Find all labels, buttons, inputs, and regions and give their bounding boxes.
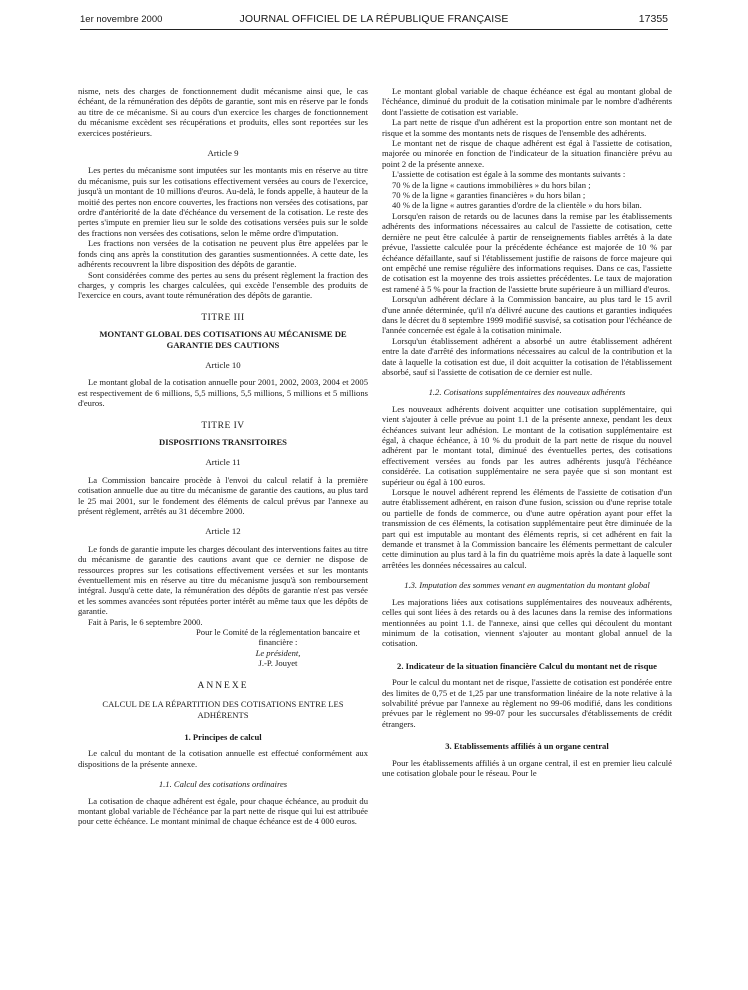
section-heading: 1. Principes de calcul: [184, 731, 262, 742]
signature-title: Le président,: [255, 647, 301, 658]
annexe-title: CALCUL DE LA RÉPARTITION DES COTISATIONS ENTRE LES ADHÉRENTS: [102, 699, 344, 720]
header-journal-title: JOURNAL OFFICIEL DE LA RÉPUBLIQUE FRANÇAISE: [239, 13, 509, 25]
paragraph: Sont considérées comme des pertes au sens du présent règlement la fraction des charges, y compris les charges calculées, qui excède l'ensemble des produits de l'exercice en cours, avant toute rémunération des dépôts de garantie.: [78, 269, 368, 301]
paragraph: Les majorations liées aux cotisations supplémentaires des nouveaux adhérents, celles qui sont liées à des retards ou à des lacunes dans la remise des informations mentionnées au point 1.1. de l'annexe, ainsi que celles qui découlent du montant minimum de la cotisation, viennent s'ajouter au montant global annuel de la cotisation.: [382, 596, 672, 649]
paragraph: Pour le calcul du montant net de risque, l'assiette de cotisation est pondérée entre des limites de 0,75 et de 1,25 par une transformation linéaire de la note relative à la solvabilité prévue par l'annexe au règlement no 99-06 modifié, dans les conditions prévues par le règlement no 99-07 pour les succursales d'établissements de crédit étrangers.: [382, 677, 672, 729]
signature-block: Pour le Comité de la réglementation bancaire et financière :: [196, 627, 360, 648]
paragraph: Lorsqu'en raison de retards ou de lacunes dans la remise par les établissements adhérents des informations nécessaires au calcul de l'assiette de cotisation, cette dernière ne peut être calculée à partir de renseignements fiables arrêtés à la date prévue, l'assiette calculée pour la précédente échéance est majorée de 10 % par échéance défaillante, sauf si l'établissement justifie de raisons de force majeure qui ont empêché une remise régulière des informations requises. Dans ce cas, l'assiette de cotisation est la moyenne des trois assiettes précédentes. Le taux de majoration est ramené à 5 % pour la fraction de l'assiette brute supérieure à un milliard d'euros.: [382, 210, 672, 294]
article-heading: Article 10: [205, 359, 241, 370]
section-heading: 2. Indicateur de la situation financière Calcul du montant net de risque: [397, 660, 657, 671]
paragraph: Le fonds de garantie impute les charges découlant des interventions faites au titre du mécanisme de garantie des cautions avant que ce dernier ne dispose de ressources propres sur les cotisations effectivement versées et sur les montants éventuellement mis en réserve au titre du mécanisme jusqu'à son remboursement intégral. Jusqu'à cette date, la rémunération des dépôts de garantie n'est pas versée et les sommes avancées sont réputées porter intérêt au même taux que les dépôts de garantie.: [78, 543, 368, 617]
paragraph: nisme, nets des charges de fonctionnement dudit mécanisme ainsi que, le cas échéant, de la rémunération des dépôts de garantie, sont mis en réserve par le fonds au titre de ce mécanisme. Si au cours d'un exercice les charges de fonctionnement du mécanisme excèdent ses récupérations et produits, elles sont reportées sur les exercices postérieurs.: [78, 86, 368, 138]
paragraph: Lorsqu'un adhérent déclare à la Commission bancaire, au plus tard le 15 avril d'une année déterminée, qu'il n'a délivré aucune des cautions et garanties indiquées dans le décret du 8 septembre 1999 modifié susvisé, sa cotisation pour l'échéance de l'année concernée est égale à la cotisation minimale.: [382, 294, 672, 336]
article-heading: Article 9: [207, 148, 239, 159]
header-date: 1er novembre 2000: [80, 14, 163, 25]
article-heading: Article 12: [205, 526, 241, 537]
paragraph: La cotisation de chaque adhérent est égale, pour chaque échéance, au produit du montant global variable de l'échéance par la part nette de risque qui lui est attribuée pour cette échéance. Le montant minimal de chaque échéance est de 4 000 euros.: [78, 795, 368, 827]
paragraph: La part nette de risque d'un adhérent est la proportion entre son montant net de risque et la somme des montants nets de risques de l'ensemble des adhérents.: [382, 117, 672, 138]
paragraph: Le montant net de risque de chaque adhérent est égal à l'assiette de cotisation, majorée ou minorée en fonction de l'indicateur de la situation financière prévu au point 2 de la présente annexe.: [382, 138, 672, 169]
section-heading: 3. Etablissements affiliés à un organe central: [445, 741, 609, 752]
paragraph: Les fractions non versées de la cotisation ne peuvent plus être appelées par le fonds cinq ans après la constitution des garanties susmentionnées. A cette date, les adhérents recouvrent la libre disposition des dépôts de garantie.: [78, 238, 368, 270]
subsection-heading: 1.1. Calcul des cotisations ordinaires: [158, 779, 288, 790]
paragraph: Lorsque le nouvel adhérent reprend les éléments de l'assiette de cotisation d'un autre établissement adhérent, en raison d'une fusion, scission ou d'une reprise totale ou partielle de fonds de commerce, ou d'une autre opération ayant pour effet la transmission de ces éléments, la cotisation supplémentaire peut être diminuée de la part qui est imputable au montant des éléments repris, si cet adhérent en fait la demande et transmet à la Commission bancaire les éléments permettant de calculer cette diminution au plus tard à la fin du quatrième mois après la date à laquelle sont arrêtées les données nécessaires au calcul.: [382, 487, 672, 570]
signature-name: J.-P. Jouyet: [258, 658, 298, 669]
left-column: [78, 86, 368, 827]
paragraph: L'assiette de cotisation est égale à la somme des montants suivants :: [392, 169, 626, 180]
subsection-heading: 1.3. Imputation des sommes venant en augmentation du montant global: [404, 580, 650, 591]
paragraph: Les nouveaux adhérents doivent acquitter une cotisation supplémentaire, qui vient s'ajouter à celle prévue au point 1.1 de la présente annexe, pendant les deux échéances suivant leur adhésion. Le montant de la cotisation supplémentaire est égal, à chaque échéance, à 10 % du produit de la part nette de risque du nouvel adhérent par le montant total, diminué des éventuelles pertes, des cotisations effectivement versées au fonds par les autres adhérents jusqu'à l'échéance considérée. La cotisation supplémentaire ne sera payée que si son montant est supérieur ou égal à 100 euros.: [382, 403, 672, 487]
paragraph: Le calcul du montant de la cotisation annuelle est effectué conformément aux dispositions de la présente annexe.: [78, 748, 368, 769]
list-item: 70 % de la ligne « garanties financières » du hors bilan ;: [392, 190, 586, 201]
paragraph: Pour les établissements affiliés à un organe central, il est en premier lieu calculé une cotisation globale pour le réseau. Pour le: [382, 757, 672, 778]
paragraph: Fait à Paris, le 6 septembre 2000.: [88, 616, 203, 627]
page-header: [80, 10, 668, 30]
paragraph: Les pertes du mécanisme sont imputées sur les montants mis en réserve au titre du mécanisme, puis sur les cotisations effectivement versées au cours de l'exercice, jusqu'à un montant de 10 millions d'euros. Au-delà, le fonds appelle, à hauteur de la moitié des pertes non encore couvertes, les fractions non versées des cotisations, par ordre d'antériorité de la date d'échéance du versement de la cotisation. Le reste des pertes s'impute en premier lieu sur le solde des cotisations versées puis sur le solde des fractions non versées des cotisations, selon le même ordre d'imputation.: [78, 165, 368, 238]
paragraph: La Commission bancaire procède à l'envoi du calcul relatif à la première cotisation annuelle due au titre du mécanisme de garantie des cautions, au plus tard le 25 mai 2001, sur le fondement des éléments de calcul prévus par l'annexe au présent règlement, arrêtés au 31 décembre 2000.: [78, 474, 368, 516]
header-page-number: 17355: [638, 13, 668, 25]
paragraph: Lorsqu'un établissement adhérent a absorbé un autre établissement adhérent entre la date d'arrêté des informations nécessaires au calcul de la contribution et la date à laquelle la cotisation est due, il doit acquitter la cotisation de l'établissement absorbé, sauf si l'assiette de cotisation de ce dernier est nulle.: [382, 335, 672, 377]
article-heading: Article 11: [205, 457, 241, 468]
list-item: 70 % de la ligne « cautions immobilières » du hors bilan ;: [392, 179, 591, 190]
subsection-heading: 1.2. Cotisations supplémentaires des nouveaux adhérents: [428, 387, 626, 398]
titre-name: DISPOSITIONS TRANSITOIRES: [159, 436, 287, 447]
titre-heading: TITRE IV: [201, 420, 245, 431]
right-column: [382, 86, 672, 778]
annexe-heading: ANNEXE: [197, 680, 249, 691]
list-item: 40 % de la ligne « autres garanties d'ordre de la clientèle » du hors bilan.: [392, 200, 642, 211]
titre-heading: TITRE III: [201, 312, 245, 323]
paragraph: Le montant global de la cotisation annuelle pour 2001, 2002, 2003, 2004 et 2005 est respectivement de 6 millions, 5,5 millions, 5,5 millions, 5 millions et 5 millions d'euros.: [78, 377, 368, 409]
paragraph: Le montant global variable de chaque échéance est égal au montant global de l'échéance, diminué du produit de la cotisation minimale par le nombre d'adhérents dont l'assiette de cotisation est variable.: [382, 86, 672, 117]
header-rule: [80, 29, 668, 30]
titre-name: MONTANT GLOBAL DES COTISATIONS AU MÉCANISME DE GARANTIE DES CAUTIONS: [99, 329, 347, 350]
